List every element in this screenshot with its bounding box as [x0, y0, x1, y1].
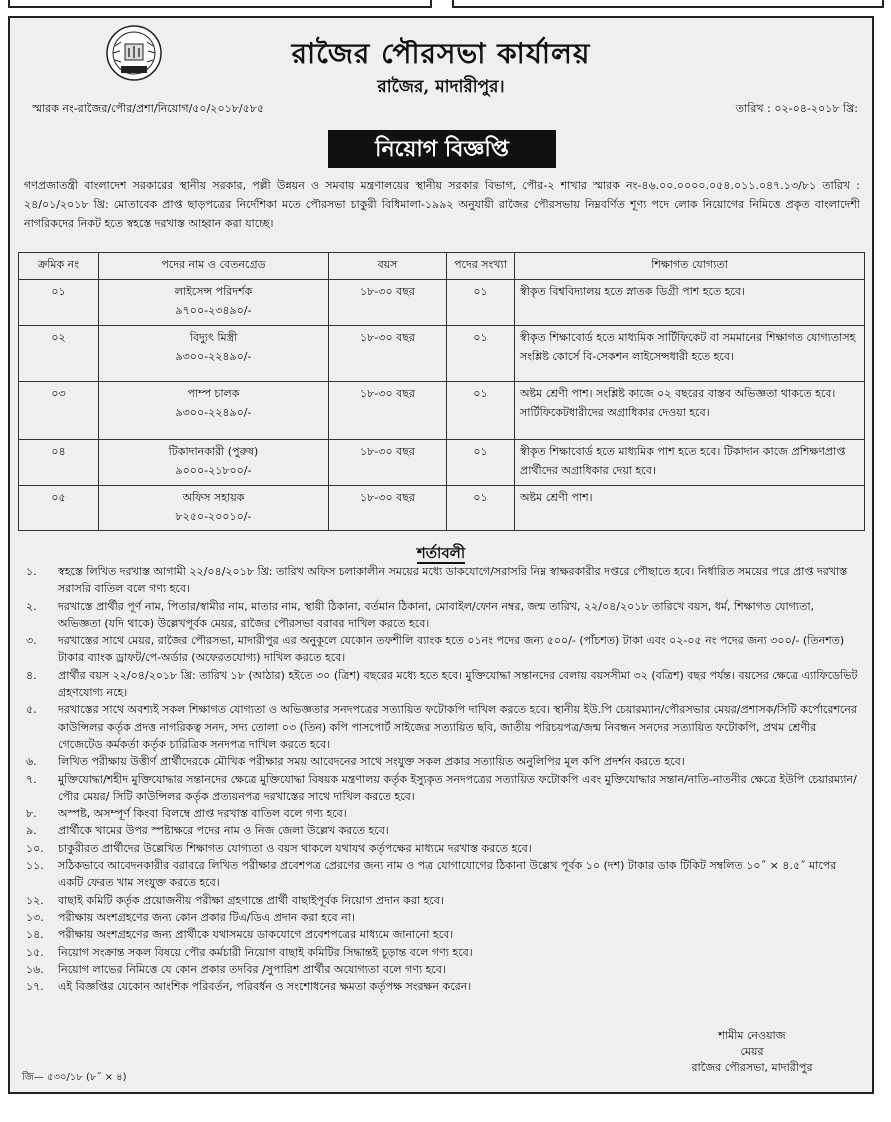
list-item: [18, 771, 858, 806]
term-number: ১.: [26, 565, 37, 578]
term-number: ৭.: [26, 772, 37, 786]
pay-grade: ৮২৫০-২০০১০/-: [175, 510, 252, 523]
age-cell: ১৮-৩০ বছর: [329, 486, 447, 531]
term-number: ১০.: [26, 841, 44, 855]
term-number: ১৭.: [26, 980, 44, 994]
list-item: [18, 753, 858, 770]
term-text: দরখাস্তের সাথে মেয়র, রাজৈর পৌরসভা, মাদারীপুর এর অনুকূলে যেকোন তফশীলি ব্যাংক হতে ০১নং পদের জন্য ৫০০/- (পাঁচশত) টাকা এবং ০২-০৫ নং পদের জন্য ৩০০/- (তিনশত) টাকার ব্যাংক ড্রাফট/পে-অর্ডার (অফেরতযোগ্য) দাখিল করতে হবে।: [58, 634, 845, 665]
pay-grade: ৯৭০০-২৩৪৯০/-: [175, 304, 252, 317]
list-item: [18, 822, 858, 839]
term-text: পরীক্ষায় অংশগ্রহণের জন্য প্রার্থীকে যথাসময়ে ডাকযোগে প্রবেশপত্রের মাধ্যমে জানানো হবে।: [58, 928, 454, 942]
pay-grade: ৯৩০০-২২৪৯০/-: [175, 406, 252, 419]
term-text: অস্পষ্ট, অসম্পূর্ণ কিংবা বিলম্বে প্রাপ্ত দরখাস্ত বাতিল বলে গণ্য হবে।: [58, 807, 347, 821]
list-item: [18, 840, 858, 857]
table-row: [19, 486, 865, 531]
memo-number: স্মারক নং-রাজৈর/পৌর/প্রশা/নিয়োগ/৫০/২০১৮/৫৮৫: [32, 102, 264, 115]
qualification-cell: স্বীকৃত শিক্ষাবোর্ড হতে মাধ্যমিক পাশ হতে হবে। টিকাদান কাজে প্রশিক্ষণপ্রাপ্ত প্রার্থীদের অগ্রাধিকার দেয়া হবে।: [515, 440, 865, 486]
term-text: মুক্তিযোদ্ধা/শহীদ মুক্তিযোদ্ধার সন্তানদের ক্ষেত্রে মুক্তিযোদ্ধা বিষয়ক মন্ত্রণালয় কর্তৃক ইস্যুকৃত সনদপত্রের সত্যায়িত ফটোকপি এবং মুক্তিযোদ্ধার সন্তান/নাতি-নাতনীর ক্ষেত্রে ইউপি চেয়ারম্যান/পৌর মেয়র/ সিটি কাউন্সিলর কর্তৃক প্রত্যয়নপত্র দরখাস্তের সাথে দাখিল করতে হবে।: [58, 772, 857, 803]
list-item: [18, 961, 858, 978]
top-box-left: [8, 0, 432, 8]
term-number: ৬.: [26, 755, 37, 769]
term-number: ১৬.: [26, 962, 44, 976]
term-text: স্বহস্তে লিখিত দরখাস্ত আগামী ২২/০৪/২০১৮ খ্রি: তারিখ অফিস চলাকালীন সময়ের মধ্যে ডাকযোগে/সরাসরি নিম্ন স্বাক্ষরকারীর দপ্তরে পৌছাতে হবে। নির্ধারিত সময়ের পরে প্রাপ্ত দরখাস্ত সরাসরি বাতিল বলে গণ্য হবে।: [58, 565, 848, 596]
table-row: [19, 440, 865, 486]
post-name: টিকাদানকারী (পুরুষ): [168, 445, 259, 458]
list-item: [18, 632, 858, 667]
post-cell: [99, 280, 329, 326]
header-age: বয়স: [329, 253, 447, 280]
post-cell: [99, 440, 329, 486]
header-post: পদের নাম ও বেতনগ্রেড: [99, 253, 329, 280]
print-code: জি— ৫৩০/১৮ (৮˝ × ৪): [22, 1072, 127, 1083]
post-name: পাম্প চালক: [187, 387, 240, 400]
count-cell: ০১: [447, 280, 515, 326]
signatory-name: শামীম নেওয়াজ: [718, 1029, 786, 1042]
notice-date: তারিখ : ০২-০৪-২০১৮ খ্রি:: [735, 102, 858, 115]
serial-cell: ০১: [19, 280, 99, 326]
intro-paragraph: গণপ্রজাতন্ত্রী বাংলাদেশ সরকারের স্থানীয় সরকার, পল্লী উন্নয়ন ও সমবায় মন্ত্রণালয়ের স্থানীয় সরকার বিভাগ, পৌর-২ শাখার স্মারক নং-৪৬.০০.০০০০.০৫৪.০১১.০৪৭.১৩/৮১ তারিখ : ২৪/০১/২০১৮ খ্রি: মোতাবেক প্রাপ্ত ছাড়পত্রের নির্দেশিকা মতে পৌরসভা চাকুরী বিধিমালা-১৯৯২ অনুযায়ী রাজৈর পৌরসভায় নিম্নবর্ণিত শূণ্য পদে লোক নিয়োগের নিমিত্তে প্রকৃত বাংলাদেশী নাগরিকদের নিকট হতে স্বহস্তে দরখাস্ত আহ্বান করা যাচ্ছে।: [24, 179, 860, 230]
table-header-row: [19, 253, 865, 280]
term-number: ১৩.: [26, 910, 44, 924]
term-text: চাকুরীরত প্রার্থীদের উল্লেখিত শিক্ষাগত যোগ্যতা ও বয়স থাকলে যথাযথ কর্তৃপক্ষের মাধ্যমে দরখাস্ত করতে হবে।: [58, 841, 532, 855]
list-item: [18, 563, 858, 598]
vacancy-table: [18, 252, 865, 531]
post-name: অফিস সহায়ক: [182, 491, 245, 504]
signatory-designation: মেয়র: [740, 1045, 764, 1058]
header-serial: ক্রমিক নং: [19, 253, 99, 280]
term-number: ৪.: [26, 668, 37, 682]
table-row: [19, 326, 865, 382]
list-item: [18, 857, 858, 892]
signatory-office: রাজৈর পৌরসভা, মাদারীপুর: [691, 1061, 813, 1074]
term-number: ৩.: [26, 634, 37, 648]
notice-banner: নিয়োগ বিজ্ঞপ্তি: [328, 130, 556, 168]
serial-cell: ০৫: [19, 486, 99, 531]
term-text: প্রার্থীকে খামের উপর স্পষ্টাক্ষরে পদের নাম ও নিজ জেলা উল্লেখ করতে হবে।: [58, 824, 389, 838]
list-item: [18, 598, 858, 633]
qualification-cell: অষ্টম শ্রেণী পাশ।: [515, 486, 865, 531]
list-item: [18, 926, 858, 943]
post-name: বিদ্যুৎ মিস্ত্রী: [189, 331, 238, 344]
signature-block: [662, 1028, 842, 1076]
qualification-cell: স্বীকৃত বিশ্ববিদ্যালয় হতে স্নাতক ডিগ্রী পাশ হতে হবে।: [515, 280, 865, 326]
count-cell: ০১: [447, 440, 515, 486]
term-text: বাছাই কমিটি কর্তৃক প্রয়োজনীয় পরীক্ষা গ্রহণান্তে প্রার্থী বাছাইপূর্বক নিয়োগ প্রদান করা হবে।: [58, 893, 444, 907]
count-cell: ০১: [447, 382, 515, 440]
terms-heading-text: শর্তাবলী: [416, 544, 466, 562]
list-item: [18, 805, 858, 822]
recruitment-notice: [8, 16, 874, 1094]
term-text: দরখাস্তে প্রার্থীর পূর্ণ নাম, পিতার/স্বামীর নাম, মাতার নাম, স্থায়ী ঠিকানা, বর্তমান ঠিকানা, মোবাইল/ফোন নম্বর, জন্ম তারিখ, ২২/০৪/২০১৮ তারিখে বয়স, ধর্ম, শিক্ষাগত যোগ্যতা, অভিজ্ঞতা (যদি থাকে) উল্লেখপূর্বক মেয়র, রাজৈর পৌরসভা বরাবর দাখিল করতে হবে।: [58, 599, 815, 630]
office-title: রাজৈর পৌরসভা কার্যালয়: [291, 37, 591, 70]
list-item: [18, 978, 858, 995]
table-row: [19, 382, 865, 440]
header-count: পদের সংখ্যা: [447, 253, 515, 280]
age-cell: ১৮-৩০ বছর: [329, 280, 447, 326]
term-text: নিয়োগ লাভের নিমিত্তে যে কোন প্রকার তদবির /সুপারিশ প্রার্থীর অযোগ্যতা বলে গণ্য হবে।: [58, 962, 446, 976]
top-box-right: [452, 0, 884, 8]
pay-grade: ৯৩০০-২২৪৯০/-: [175, 350, 252, 363]
count-cell: ০১: [447, 486, 515, 531]
top-border-strip: [0, 0, 891, 10]
serial-cell: ০৩: [19, 382, 99, 440]
term-text: লিখিত পরীক্ষায় উত্তীর্ণ প্রার্থীদেরকে মৌখিক পরীক্ষার সময় আবেদনের সাথে সংযুক্ত সকল প্রকার সত্যায়িত অনুলিপির মূল কপি প্রদর্শন করতে হবে।: [58, 755, 685, 769]
list-item: [18, 892, 858, 909]
term-number: ৮.: [26, 807, 37, 821]
count-cell: ০১: [447, 326, 515, 382]
list-item: [18, 909, 858, 926]
post-cell: [99, 326, 329, 382]
age-cell: ১৮-৩০ বছর: [329, 382, 447, 440]
office-address: রাজৈর, মাদারীপুর।: [377, 77, 505, 97]
qualification-cell: স্বীকৃত শিক্ষাবোর্ড হতে মাধ্যমিক সার্টিফিকেট বা সমমানের শিক্ষাগত যোগ্যতাসহ সংশ্লিষ্ট কোর্সে বি-সেকশন লাইসেন্সধারী হতে হবে।: [515, 326, 865, 382]
term-number: ১১.: [26, 859, 44, 873]
list-item: [18, 667, 858, 702]
term-text: এই বিজ্ঞপ্তির যেকোন আংশিক পরিবর্তন, পরিবর্ধন ও সংশোধনের ক্ষমতা কর্তৃপক্ষ সংরক্ষন করেন।: [58, 980, 472, 994]
term-text: দরখাস্তের সাথে অবশ্যই সকল শিক্ষাগত যোগ্যতা ও অভিজ্ঞতার সনদপত্রের সত্যায়িত ফটোকপি দাখিল করতে হবে। স্থানীয় ইউ.পি চেয়ারম্যান/পৌরসভার মেয়র/প্রশাসক/সিটি কর্পোরেশনের কাউন্সিলর কর্তৃক প্রদত্ত নাগরিকত্ব সনদ, সদ্য তোলা ০৩ (তিন) কপি পাসপোর্ট সাইজের সত্যায়িত ছবি, জাতীয় পরিচয়পত্র/জন্ম নিবন্ধন সনদের সত্যায়িত ফটোকপি, প্রথম শ্রেণীর গেজেটেড কর্মকর্তা কর্তৃক চারিত্রিক সনদপত্র দাখিল করতে হবে।: [58, 703, 857, 751]
table-row: [19, 280, 865, 326]
post-cell: [99, 486, 329, 531]
post-name: লাইসেন্স পরিদর্শক: [174, 285, 253, 298]
term-number: ১৫.: [26, 945, 44, 959]
term-number: ৫.: [26, 703, 37, 717]
term-number: ৯.: [26, 824, 37, 838]
term-text: পরীক্ষায় অংশগ্রহণের জন্য কোন প্রকার টিএ/ডিএ প্রদান করা হবে না।: [58, 910, 355, 924]
age-cell: ১৮-৩০ বছর: [329, 440, 447, 486]
header-qualification: শিক্ষাগত যোগ্যতা: [515, 253, 865, 280]
serial-cell: ০৪: [19, 440, 99, 486]
list-item: [18, 944, 858, 961]
terms-list: [18, 563, 858, 995]
qualification-cell: অষ্টম শ্রেণী পাশ। সংশ্লিষ্ট কাজে ০২ বছরের বাস্তব অভিজ্ঞতা থাকতে হবে। সার্টিফিকেটধারীদের অগ্রাধিকার দেওয়া হবে।: [515, 382, 865, 440]
term-number: ১৪.: [26, 928, 44, 942]
term-text: নিয়োগ সংক্রান্ত সকল বিষয়ে পৌর কর্মচারী নিয়োগ বাছাই কমিটির সিদ্ধান্তই চূড়ান্ত বলে গণ্য হবে।: [58, 945, 473, 959]
term-text: প্রার্থীর বয়স ২২/০৪/২০১৮ খ্রি: তারিখ ১৮ (আঠার) হইতে ৩০ (ত্রিশ) বছরের মধ্যে হতে হবে। মুক্তিযোদ্ধা সন্তানদের বেলায় বয়সসীমা ৩২ (বত্রিশ) বছর পর্যন্ত। বয়সের ক্ষেত্রে এ্যাফিডেভিট গ্রহণযোগ্য নহে।: [58, 668, 858, 700]
term-number: ২.: [26, 599, 37, 613]
post-cell: [99, 382, 329, 440]
pay-grade: ৯০০০-২১৮০০/-: [175, 464, 252, 477]
age-cell: ১৮-৩০ বছর: [329, 326, 447, 382]
term-text: সঠিকভাবে আবেদনকারীর বরাবরে লিখিত পরীক্ষার প্রবেশপত্র প্রেরণের জন্য নাম ও পত্র যোগাযোগের ঠিকানা উল্লেখ পূর্বক ১০ (দশ) টাকার ডাক টিকিট সম্বলিত ১০˝ × ৪.৫˝ মাপের একটি ফেরত খাম সংযুক্ত করতে হবে।: [58, 859, 837, 890]
term-number: ১২.: [26, 893, 44, 907]
serial-cell: ০২: [19, 326, 99, 382]
list-item: [18, 701, 858, 753]
